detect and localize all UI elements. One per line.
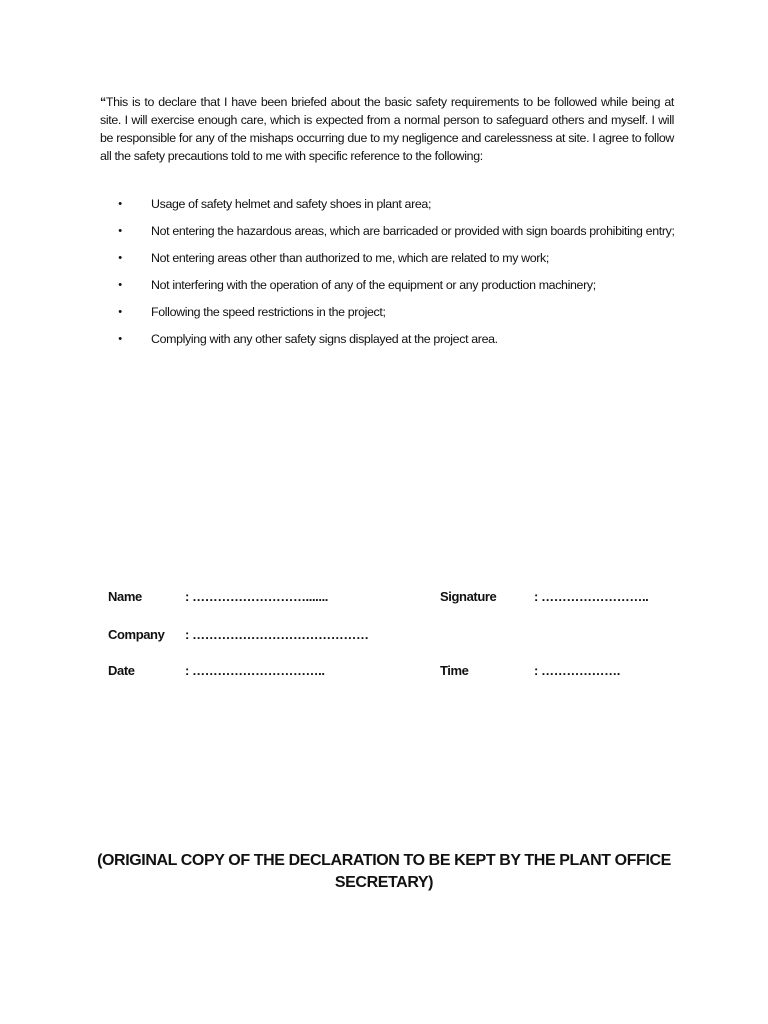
bullet-icon: • [118, 333, 122, 345]
bullet-icon: • [118, 306, 122, 318]
list-item [113, 299, 678, 326]
bullet-icon: • [118, 225, 122, 237]
list-item-text: Not entering the hazardous areas, which are barricaded or provided with sign boards prohibiting entry; [151, 224, 675, 238]
bullet-icon: • [118, 279, 122, 291]
list-item [113, 326, 678, 353]
time-field[interactable]: : ………………. [534, 663, 620, 678]
time-label: Time [440, 663, 469, 678]
declaration-text: This is to declare that I have been briefed about the basic safety requirements to be followed while being at site. I will exercise enough care, which is expected from a normal person to safeguard others and myself. I will be responsible for any of the mishaps occurring due to my negligence and carelessness at site. I agree to follow all the safety precautions told to me with specific reference to the following: [100, 95, 674, 163]
list-item [113, 218, 678, 245]
company-field[interactable]: : …………………………………… [185, 627, 369, 642]
opening-quote-mark: “ [100, 95, 106, 109]
list-item [113, 191, 678, 218]
list-item [113, 272, 678, 299]
list-item-text: Complying with any other safety signs displayed at the project area. [151, 332, 498, 346]
company-label: Company [108, 627, 165, 642]
date-field[interactable]: : ………………………….. [185, 663, 325, 678]
signature-field[interactable]: : …………………….. [534, 589, 649, 604]
signature-form [108, 589, 688, 689]
name-field[interactable]: : ………………………....... [185, 589, 329, 604]
original-copy-notice [84, 850, 684, 894]
bullet-icon: • [118, 252, 122, 264]
list-item-text: Not entering areas other than authorized to me, which are related to my work; [151, 251, 549, 265]
name-label: Name [108, 589, 142, 604]
signature-label: Signature [440, 589, 497, 604]
safety-requirements-list [113, 191, 678, 353]
bullet-icon: • [118, 198, 122, 210]
list-item [113, 245, 678, 272]
notice-line-2: SECRETARY) [334, 874, 434, 891]
list-item-text: Following the speed restrictions in the project; [151, 305, 386, 319]
date-label: Date [108, 663, 135, 678]
list-item-text: Not interfering with the operation of any of the equipment or any production machinery; [151, 278, 596, 292]
list-item-text: Usage of safety helmet and safety shoes in plant area; [151, 197, 432, 211]
declaration-paragraph [100, 93, 674, 165]
notice-line-1: (ORIGINAL COPY OF THE DECLARATION TO BE KEPT BY THE PLANT OFFICE [97, 852, 671, 869]
